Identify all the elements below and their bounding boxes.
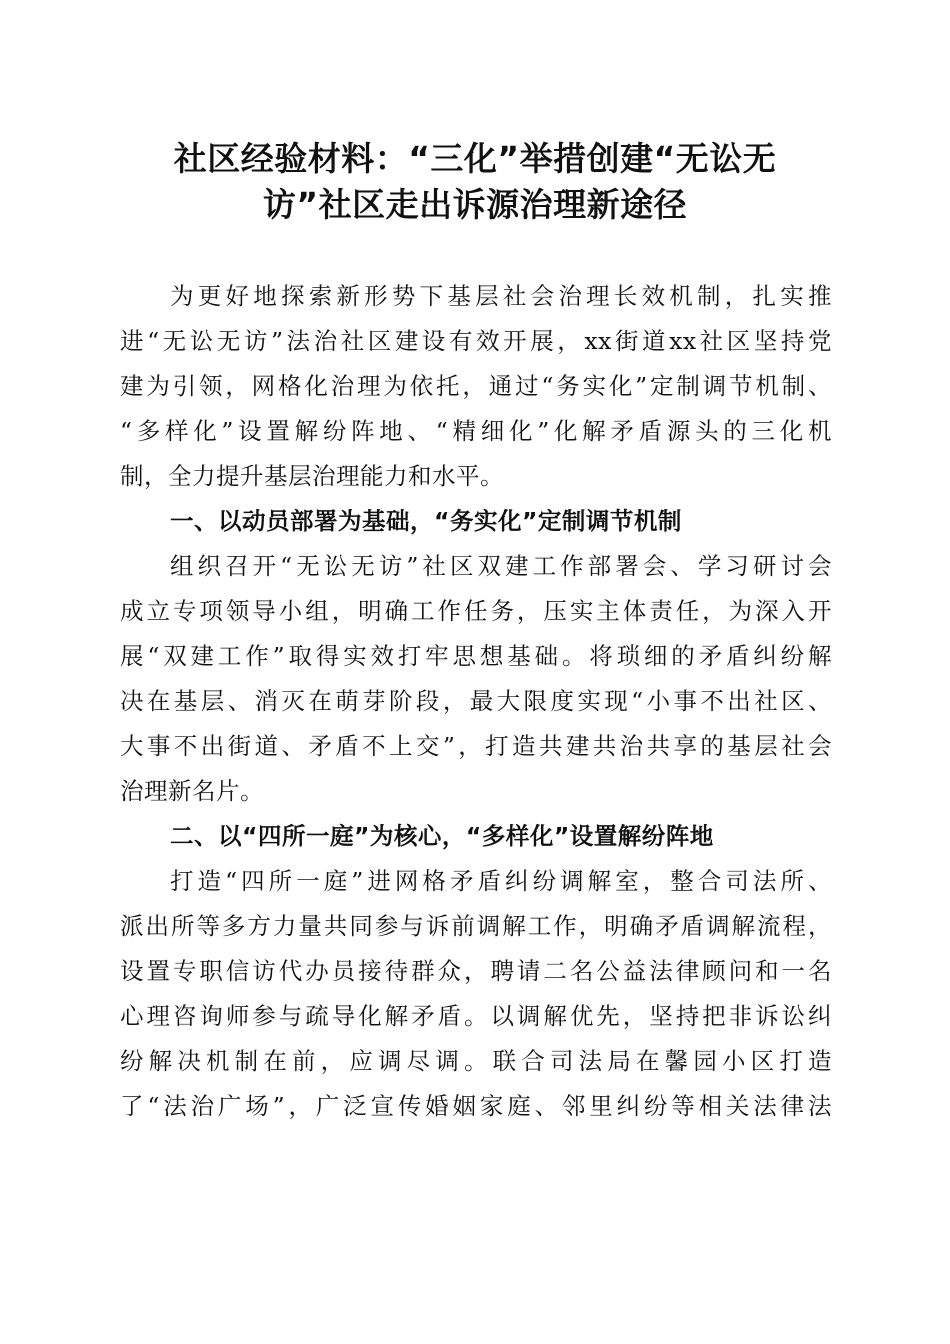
paragraph-line: 纷解决机制在前，应调尽调。联合司法局在馨园小区打造: [120, 1047, 832, 1075]
section-1-heading: 一、以动员部署为基础，“务实化”定制调节机制: [170, 507, 682, 535]
paragraph-line: 派出所等多方力量共同参与诉前调解工作，明确矛盾调解流程，: [120, 912, 832, 940]
paragraph-line: 成立专项领导小组，明确工作任务，压实主体责任，为深入开: [120, 597, 832, 625]
paragraph-line: “多样化”设置解纷阵地、“精细化”化解矛盾源头的三化机: [120, 417, 832, 445]
paragraph-line: 制，全力提升基层治理能力和水平。: [120, 462, 504, 490]
section-2-heading: 二、以“四所一庭”为核心，“多样化”设置解纷阵地: [170, 822, 714, 850]
title-line-2: 访”社区走出诉源治理新途径: [262, 185, 688, 224]
paragraph-line: 组织召开“无讼无访”社区双建工作部署会、学习研讨会: [170, 552, 832, 580]
paragraph-line: 决在基层、消灭在萌芽阶段，最大限度实现“小事不出社区、: [120, 687, 832, 715]
paragraph-line: 心理咨询师参与疏导化解矛盾。以调解优先，坚持把非诉讼纠: [120, 1002, 832, 1030]
paragraph-line: 大事不出街道、矛盾不上交”，打造共建共治共享的基层社会: [120, 732, 832, 760]
title-line-1: 社区经验材料：“三化”举措创建“无讼无: [173, 139, 777, 178]
document-body: [120, 274, 832, 1129]
document-title: [120, 136, 830, 228]
section-2-paragraph: [120, 859, 832, 1129]
section-1-paragraph: [120, 544, 832, 814]
intro-paragraph: [120, 274, 832, 499]
paragraph-line: 设置专职信访代办员接待群众，聘请二名公益法律顾问和一名: [120, 957, 832, 985]
paragraph-line: 展“双建工作”取得实效打牢思想基础。将琐细的矛盾纠纷解: [120, 642, 832, 670]
paragraph-line: 为更好地探索新形势下基层社会治理长效机制，扎实推: [170, 282, 832, 310]
paragraph-line: 进“无讼无访”法治社区建设有效开展，xx街道xx社区坚持党: [120, 327, 832, 355]
paragraph-line: 打造“四所一庭”进网格矛盾纠纷调解室，整合司法所、: [170, 867, 832, 895]
paragraph-line: 治理新名片。: [120, 777, 264, 805]
paragraph-line: 建为引领，网格化治理为依托，通过“务实化”定制调节机制、: [120, 372, 832, 400]
paragraph-line: 了“法治广场”，广泛宣传婚姻家庭、邻里纠纷等相关法律法: [120, 1092, 832, 1120]
